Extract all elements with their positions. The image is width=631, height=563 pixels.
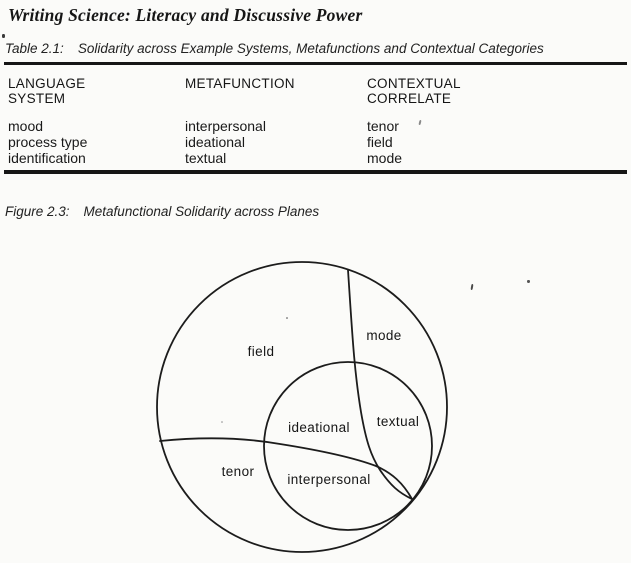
table-cell: process type: [8, 134, 88, 150]
scan-speck: [221, 421, 223, 423]
label-ideational: ideational: [288, 420, 350, 435]
figure-caption: [5, 204, 319, 219]
table-cell: tenor: [367, 118, 399, 134]
table-cell: mode: [367, 150, 403, 166]
table-caption-text: Solidarity across Example Systems, Metafunctions and Contextual Categories: [77, 41, 544, 56]
tenor-divider-curve: [160, 438, 412, 499]
table-cell: mood: [8, 118, 44, 134]
figure-caption-text: Metafunctional Solidarity across Planes: [83, 204, 320, 219]
table-cell: textual: [185, 150, 227, 166]
metafunction-planes-diagram: [0, 250, 631, 563]
column-header-contextual-correlate: CONTEXTUAL CORRELATE: [367, 76, 461, 106]
table-bottom-rule: [4, 170, 627, 174]
label-mode: mode: [366, 328, 402, 343]
table-top-rule: [4, 62, 627, 65]
table-cell: interpersonal: [185, 118, 266, 134]
table-header-row: [8, 76, 607, 106]
table-cell: field: [367, 134, 393, 150]
column-header-metafunction: METAFUNCTION: [185, 76, 295, 91]
label-interpersonal: interpersonal: [287, 472, 371, 487]
label-field: field: [247, 344, 275, 359]
table-cell: identification: [8, 150, 86, 166]
page-title: Writing Science: Literacy and Discussive Power: [8, 5, 363, 25]
mode-divider-curve: [348, 270, 412, 499]
scan-speck: [286, 317, 288, 319]
column-header-language-system: LANGUAGE SYSTEM: [8, 76, 86, 106]
scan-speck: [2, 34, 5, 38]
table-caption: [5, 41, 544, 56]
table-cell: ideational: [185, 134, 245, 150]
table-caption-label: Table 2.1:: [5, 41, 64, 56]
scan-speck: [527, 280, 530, 283]
label-textual: textual: [376, 414, 420, 429]
label-tenor: tenor: [221, 464, 255, 479]
figure-caption-label: Figure 2.3:: [5, 204, 70, 219]
table-body: [8, 118, 607, 166]
